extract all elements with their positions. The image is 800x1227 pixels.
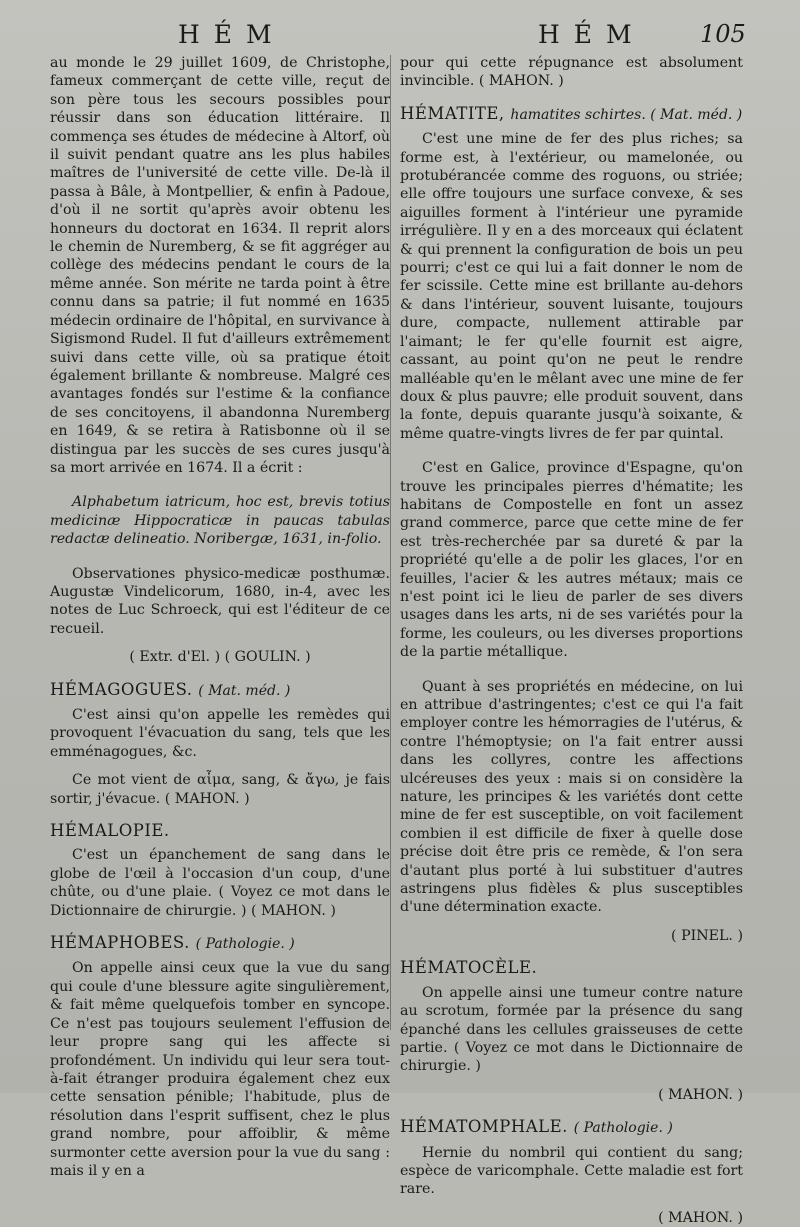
header-right-title: HÉM (538, 20, 646, 49)
paragraph-biography: au monde le 29 juillet 1609, de Christophe, fameux commerçant de cette ville, reçut de son père tous les secours possibles pour réussir dans son éducation littéraire. Il commença ses études de médecine à Altorf, où il suivit pendant quatre ans les plus habiles maîtres de l'université de cette ville. De-là il passa à Bâle, à Montpellier, & enfin à Padoue, d'où il ne sortit qu'après avoir obtenu les honneurs du doctorat en 1634. Il reprit alors le chemin de Nuremberg, & se fit aggréger au collège des médecins pendant le cours de la même année. Son mérite ne tarda point à être connu dans sa patrie; il fut nommé en 1635 médecin ordinaire de l'hôpital, en survivance à Sigismond Rudel. Il fut d'ailleurs extrêmement suivi dans cette ville, où sa pratique étoit également brillante & nombreuse. Malgré ces avantages fondés sur l'estime & la confiance de ses concitoyens, il abandonna Nuremberg en 1649, & se retira à Ratisbonne où il se distingua par les succès de ses cures jusqu'à sa mort arrivée en 1674. Il a écrit : (50, 55, 390, 476)
heading-title: HÉMATITE, (400, 103, 505, 123)
signature-pinel: ( PINEL. ) (671, 927, 743, 944)
entry-heading-hematomphale (400, 1118, 743, 1137)
heading-title: HÉMAPHOBES. (50, 933, 190, 953)
bibliography-entry-2: Observationes physico-medicæ posthumæ. Augustæ Vindelicorum, 1680, in-4, avec les notes de Luc Schroeck, qui est l'éditeur de ce recueil. (50, 565, 390, 637)
entry-heading-hemagogues (50, 681, 390, 700)
paragraph-hematite-1: C'est une mine de fer des plus riches; sa forme est, à l'extérieur, ou mamelonée, ou protubérancée comme des roguons, ou striée; elle offre toujours une surface convexe, & ses aiguilles forment à l'intérieur une pyramide irrégulière. Il y en a des morceaux qui éclatent & qui prennent la configuration de bois un peu pourri; c'est ce qui lui a fait donner le nom de fer scissile. Cette mine est brillante au-dehors & dans l'intérieur, souvent luisante, toujours dure, compacte, nullement attirable par l'aimant; le fer qu'elle fournit est aigre, cassant, au point qu'on ne peut le rendre malléable qu'en le mêlant avec une mine de fer doux & plus pauvre; elle produit souvent, dans la fonte, depuis quarante jusqu'à soixante, & même quatre-vingts livres de fer par quintal. (400, 131, 743, 442)
running-header (0, 18, 800, 58)
signature-mahon-final: ( MAHON. ) (658, 1209, 743, 1226)
paragraph-hematite-2: C'est en Galice, province d'Espagne, qu'on trouve les principales pierres d'hématite; les habitans de Compostelle en font un assez grand commerce, parce que cette mine de fer est très-recherchée par sa dureté & par la propriété qu'elle a de polir les glaces, l'or en feuilles, l'acier & les autres métaux; mais ce n'est point ici le lieu de parler de ses divers usages dans les arts, ni de ses variétés pour la forme, les couleurs, ou les diverses proportions de la partie métallique. (400, 460, 743, 661)
heading-category: ( Mat. méd. ) (198, 682, 291, 699)
heading-title: HÉMATOCÈLE. (400, 958, 538, 978)
entry-heading-hemalopie (50, 822, 390, 840)
bibliography-entry-1: Alphabetum iatricum, hoc est, brevis totius medicinæ Hippocraticæ in paucas tabulas redactæ delineatio. Noribergæ, 1631, in-folio. (50, 494, 390, 548)
paragraph-hematite-3: Quant à ses propriétés en médecine, on lui en attribue d'astringentes; c'est ce qui l'a fait employer contre les hémorragies de l'utérus, & contre l'hémoptysie; on l'a fait entrer aussi dans les collyres, contre les affections ulcéreuses des yeux : mais si on considère la nature, les principes & les variétés dont cette mine de fer est susceptible, on voit facilement combien il est difficile de fixer à quelle dose précise doit être pris ce remède, & l'on sera d'autant plus porté à lui substituer d'autres astringens plus fidèles & plus susceptibles d'une détermination exacte. (400, 678, 743, 916)
left-column (50, 54, 390, 1180)
signature-goulin: ( Extr. d'El. ) ( GOULIN. ) (129, 649, 311, 666)
heading-category: ( Pathologie. ) (195, 936, 295, 953)
paragraph-hematomphale: Hernie du nombril qui contient du sang; espèce de varicomphale. Cette maladie est fort rare. (400, 1144, 743, 1198)
paragraph-hemagogues-2: Ce mot vient de αἷμα, sang, & ἄγω, je fais sortir, j'évacue. ( MAHON. ) (50, 772, 390, 807)
heading-title: HÉMATOMPHALE. (400, 1117, 568, 1137)
paragraph-hematocele: On appelle ainsi une tumeur contre nature au scrotum, formée par la présence du sang épanché dans les cellules graisseuses de cette partie. ( Voyez ce mot dans le Dictionnaire de chirurgie. ) (400, 984, 743, 1075)
heading-category: hamatites schirtes. ( Mat. méd. ) (510, 106, 743, 123)
entry-heading-hematite (400, 105, 743, 124)
entry-heading-hemaphobes (50, 934, 390, 953)
header-left-title: HÉM (178, 20, 286, 49)
paragraph-continuation: pour qui cette répugnance est absolument invincible. ( MAHON. ) (400, 55, 743, 90)
heading-title: HÉMAGOGUES. (50, 679, 193, 699)
heading-category: ( Pathologie. ) (573, 1120, 673, 1137)
paragraph-hemalopie: C'est un épanchement de sang dans le globe de l'œil à l'occasion d'un coup, d'une chûte, ou d'une plaie. ( Voyez ce mot dans le Dictionnaire de chirurgie. ) ( MAHON. ) (50, 847, 390, 919)
paragraph-hemagogues-1: C'est ainsi qu'on appelle les remèdes qui provoquent l'évacuation du sang, tels que les emménagogues, &c. (50, 707, 390, 760)
right-column (400, 54, 743, 1227)
column-divider (390, 55, 391, 1030)
entry-heading-hematocele (400, 959, 743, 977)
paragraph-hemaphobes: On appelle ainsi ceux que la vue du sang qui coule d'une blessure agite singulièrement, & fait même quelquefois tomber en syncope. Ce n'est pas toujours seulement l'effusion de leur propre sang qui les affecte si profondément. Un individu qui leur sera tout-à-fait étranger produira également chez eux cette sensation pénible; l'habitude, plus de résolution dans l'esprit suffisent, chez le plus grand nombre, pour affoiblir, & même surmonter cette aversion pour la vue du sang : mais il y en a (50, 960, 390, 1179)
page-number: 105 (700, 20, 746, 48)
heading-title: HÉMALOPIE. (50, 821, 170, 841)
signature-mahon: ( MAHON. ) (658, 1086, 743, 1103)
